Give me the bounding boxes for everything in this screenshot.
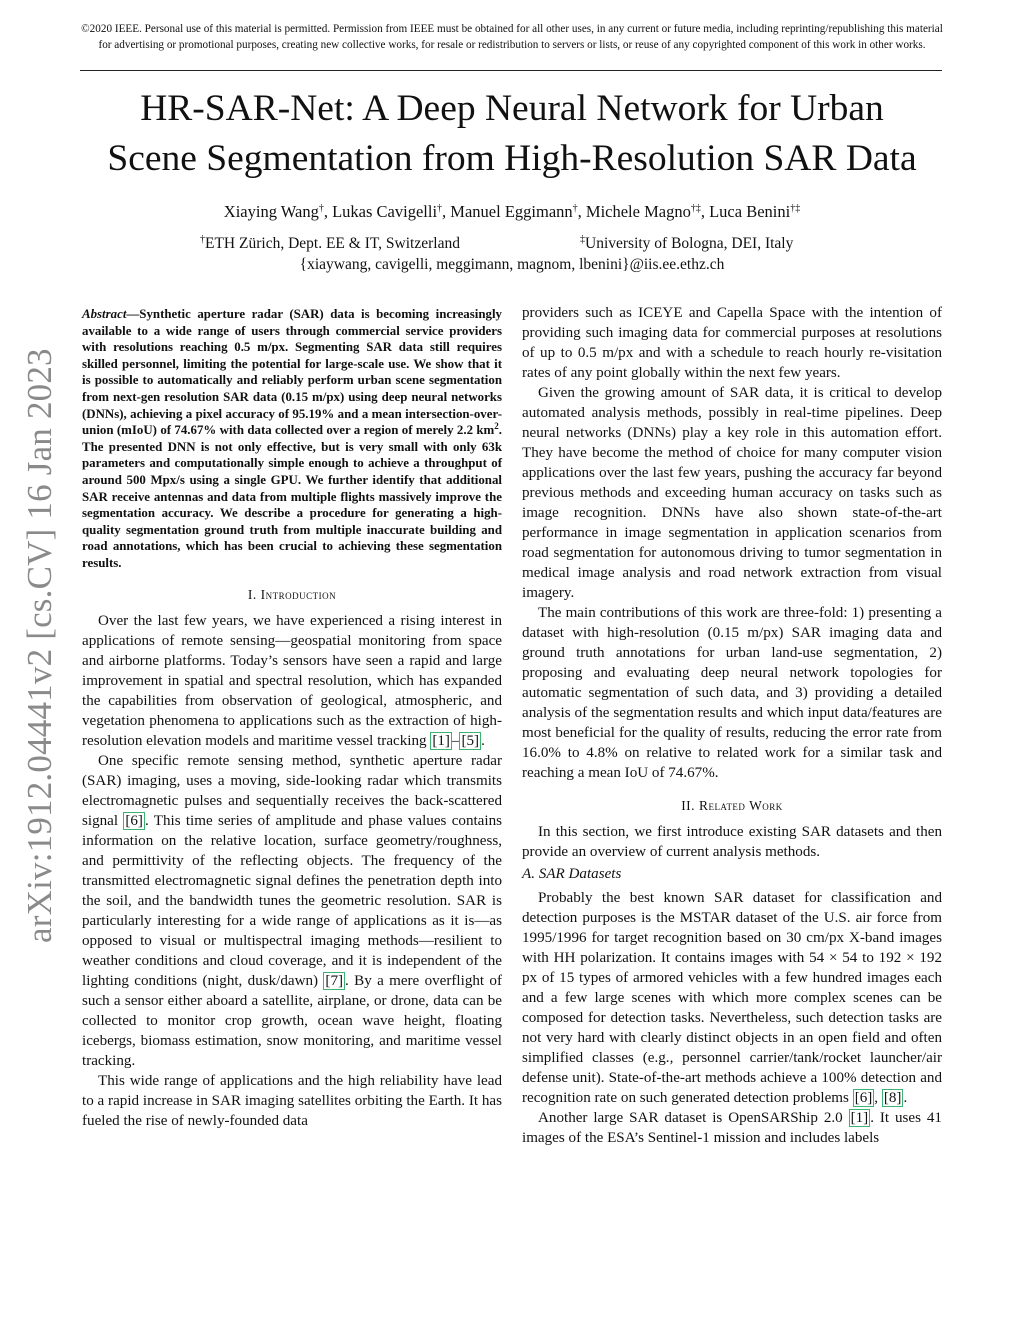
sar-datasets-paragraph-2 (522, 1108, 942, 1148)
abstract (82, 306, 502, 572)
section-title: Related Work (698, 798, 783, 813)
title-line-2: Scene Segmentation from High-Resolution SAR Data (107, 138, 917, 179)
intro-paragraph-4: Given the growing amount of SAR data, it is critical to develop automated analysis methods, possibly in real-time pipelines. Deep neural networks (DNNs) play a key role in this automation effort. They have become the method of choice for many computer vision applications over the last few years, pushing the accuracy far beyond previous methods and exceeding human accuracy on tasks such as image recognition. DNNs have also shown state-of-the-art performance in image segmentation in application scenarios from road segmentation for autonomous driving to tumor segmentation in medical image analysis and road network extraction from visual imagery. (522, 385, 942, 601)
intro-paragraph-3-cont: providers such as ICEYE and Capella Space with the intention of providing such imaging data for commercial purposes at resolutions of up to 0.5 m/px and with a schedule to reach hourly re-visitation rates of any point globally within the next few years. (522, 305, 942, 381)
author-emails: {xiaywang, cavigelli, meggimann, magnom, lbenini}@iis.ee.ethz.ch (299, 256, 725, 273)
abstract-label: Abstract (82, 307, 127, 321)
paper-title (60, 84, 964, 184)
citation-link[interactable]: [8] (883, 1090, 902, 1106)
affiliation-mark: ‡ (580, 234, 585, 245)
citation-range-dash: – (451, 732, 460, 749)
citation-link[interactable]: [1] (850, 1110, 869, 1126)
intro-paragraph-1 (82, 611, 502, 751)
affiliation-bologna (580, 234, 793, 254)
author-mark: † (318, 203, 324, 214)
section-heading-related-work (522, 797, 942, 815)
author-mark: † (572, 203, 578, 214)
paragraph-text: Over the last few years, we have experienced a rising interest in applications of remote sensing—geospatial monitoring from space and airborne platforms. Today’s sensors have seen a rapid and large improvement in spatial and spectral resolution, which has expanded the capabilities from observation of geological, atmospheric, and vegetation phenomena to applications such as the extraction of high-resolution elevation models and maritime vessel tracking (82, 612, 502, 749)
affiliation-eth (200, 234, 460, 254)
author-list: Xiaying Wang†, Lukas Cavigelli†, Manuel Eggimann†, Michele Magno†‡, Luca Benini†‡ (223, 202, 801, 221)
copyright-notice: ©2020 IEEE. Personal use of this material is permitted. Permission from IEEE must be obtained for all other uses, in any current or future media, including reprinting/republishing this material for advertising or promotional purposes, creating new collective works, for resale or redistribution to servers or lists, or reuse of any copyrighted component of this work in other works. (81, 23, 943, 51)
section-number: II. (681, 798, 696, 813)
abstract-sup: 2 (494, 421, 499, 432)
paragraph-text: . This time series of amplitude and phase values contains information on the relative location, surface geometry/roughness, and permittivity of the reflecting objects. The frequency of the transmitted electromagnetic signal defines the penetration depth into the soil, and the bandwidth tunes the geometric resolution. SAR is particularly interesting for a wide range of applications as it is—as opposed to visual or multispectral imaging methods—resilient to weather conditions and cloud coverage, and it is independent of the lighting conditions (night, dusk/dawn) (82, 812, 502, 989)
right-column (522, 303, 942, 1148)
citation-link[interactable]: [1] (432, 732, 450, 749)
author-name: Luca Benini (709, 202, 791, 221)
paragraph-text: . By a mere overflight of such a sensor either aboard a satellite, airplane, or drone, data can be collected to monitor crop growth, ocean wave height, floating icebergs, biomass estimation, snow monitoring, and maritime vessel tracking. (82, 972, 503, 1069)
citation-link[interactable]: [7] (325, 972, 344, 989)
author-name: Manuel Eggimann (450, 202, 573, 221)
paragraph-text: Another large SAR dataset is OpenSARShip 2.0 (538, 1110, 849, 1126)
section-heading-introduction (82, 586, 502, 604)
paragraph-end: . (903, 1090, 908, 1106)
citation-separator: , (874, 1090, 882, 1106)
citation-link[interactable]: [6] (854, 1090, 873, 1106)
paragraph-end: . (481, 732, 485, 749)
author-mark: † (437, 203, 443, 214)
citation-link[interactable]: [5] (461, 732, 480, 749)
abstract-text: —Synthetic aperture radar (SAR) data is becoming increasingly available to a wide range of users through commercial service providers with resolutions reaching 0.5 m/px. Segmenting SAR data still requires skilled personnel, limiting the potential for large-scale use. We show that it is possible to automatically and reliably perform urban scene segmentation from next-gen resolution SAR data (0.15 m/px) using deep neural networks (DNNs), achieving a pixel accuracy of 95.19% and a mean intersection-over-union (mIoU) of 74.67% with data collected over a region of merely 2.2 km (82, 307, 502, 438)
paragraph-text: One specific remote sensing method, synthetic aperture radar (SAR) imaging, uses a moving, side-looking radar which transmits electromagnetic pulses and sequentially receives the back-scattered signal (82, 752, 502, 829)
intro-paragraph-2 (82, 751, 502, 1071)
affiliation-text: University of Bologna, DEI, Italy (585, 235, 794, 252)
author-mark: †‡ (690, 203, 701, 214)
paragraph-text: Probably the best known SAR dataset for classification and detection purposes is the MSTAR dataset of the U.S. air force from 1995/1996 for target recognition based on 30 cm/px X-band images with HH polarization. It contains images with 54 × 54 to 192 × 192 px of 15 types of armored vehicles with a few hundred images each and a few large scenes with which more complex scenes can be composed for detection tasks. Nevertheless, such detection tasks are not very hard with clearly distinct objects in an open field and often simplified classes (e.g., personnel carrier/tank/rocket launcher/air defense unit). State-of-the-art methods achieve a 100% detection and recognition rate on such generated detection problems (522, 890, 942, 1106)
arxiv-identifier: arXiv:1912.04441v2 [cs.CV] 16 Jan 2023 (20, 348, 59, 943)
left-column (82, 306, 502, 1131)
section-title: Introduction (260, 586, 337, 602)
intro-paragraph-5: The main contributions of this work are three-fold: 1) presenting a dataset with high-resolution (0.15 m/px) SAR imaging data and ground truth annotations for urban land-use segmentation, 2) proposing and evaluating deep neural network topologies for automatic segmentation of such data, and 3) providing a detailed analysis of the segmentation results and which input data/features are most beneficial for the quality of results, reducing the error rate from 16.0% to 4.8% on relative to related work for a similar task and reaching a mean IoU of 74.67%. (522, 605, 942, 781)
affiliation-mark: † (200, 234, 205, 245)
subsection-heading-sar-datasets: A. SAR Datasets (522, 866, 622, 882)
header-rule (80, 70, 942, 71)
author-name: Michele Magno (585, 202, 691, 221)
author-name: Xiaying Wang (223, 202, 319, 221)
title-line-1: HR-SAR-Net: A Deep Neural Network for Urban (140, 88, 884, 129)
paragraph-text: . It uses 41 images of the ESA’s Sentinel-1 mission and includes labels (522, 1110, 942, 1146)
affiliation-text: ETH Zürich, Dept. EE & IT, Switzerland (205, 235, 460, 252)
section-number: I. (247, 586, 257, 602)
citation-link[interactable]: [6] (125, 812, 143, 829)
sar-datasets-paragraph-1 (522, 888, 942, 1108)
related-work-intro: In this section, we first introduce existing SAR datasets and then provide an overview of current analysis methods. (522, 824, 942, 860)
intro-paragraph-3: This wide range of applications and the high reliability have lead to a rapid increase in SAR imaging satellites orbiting the Earth. It has fueled the rise of newly-founded data (82, 1072, 502, 1129)
abstract-text-cont: . The presented DNN is not only effective, but is very small with only 63k parameters and computationally simple enough to achieve a throughput of around 500 Mpx/s using a single GPU. We further identify that additional SAR receive antennas and data from multiple flights massively improve the segmentation accuracy. We describe a procedure for generating a high-quality segmentation ground truth from multiple inaccurate building and road annotations, which has been crucial to achieving these segmentation results. (82, 423, 502, 570)
author-mark: †‡ (790, 203, 801, 214)
author-name: Lukas Cavigelli (332, 202, 438, 221)
